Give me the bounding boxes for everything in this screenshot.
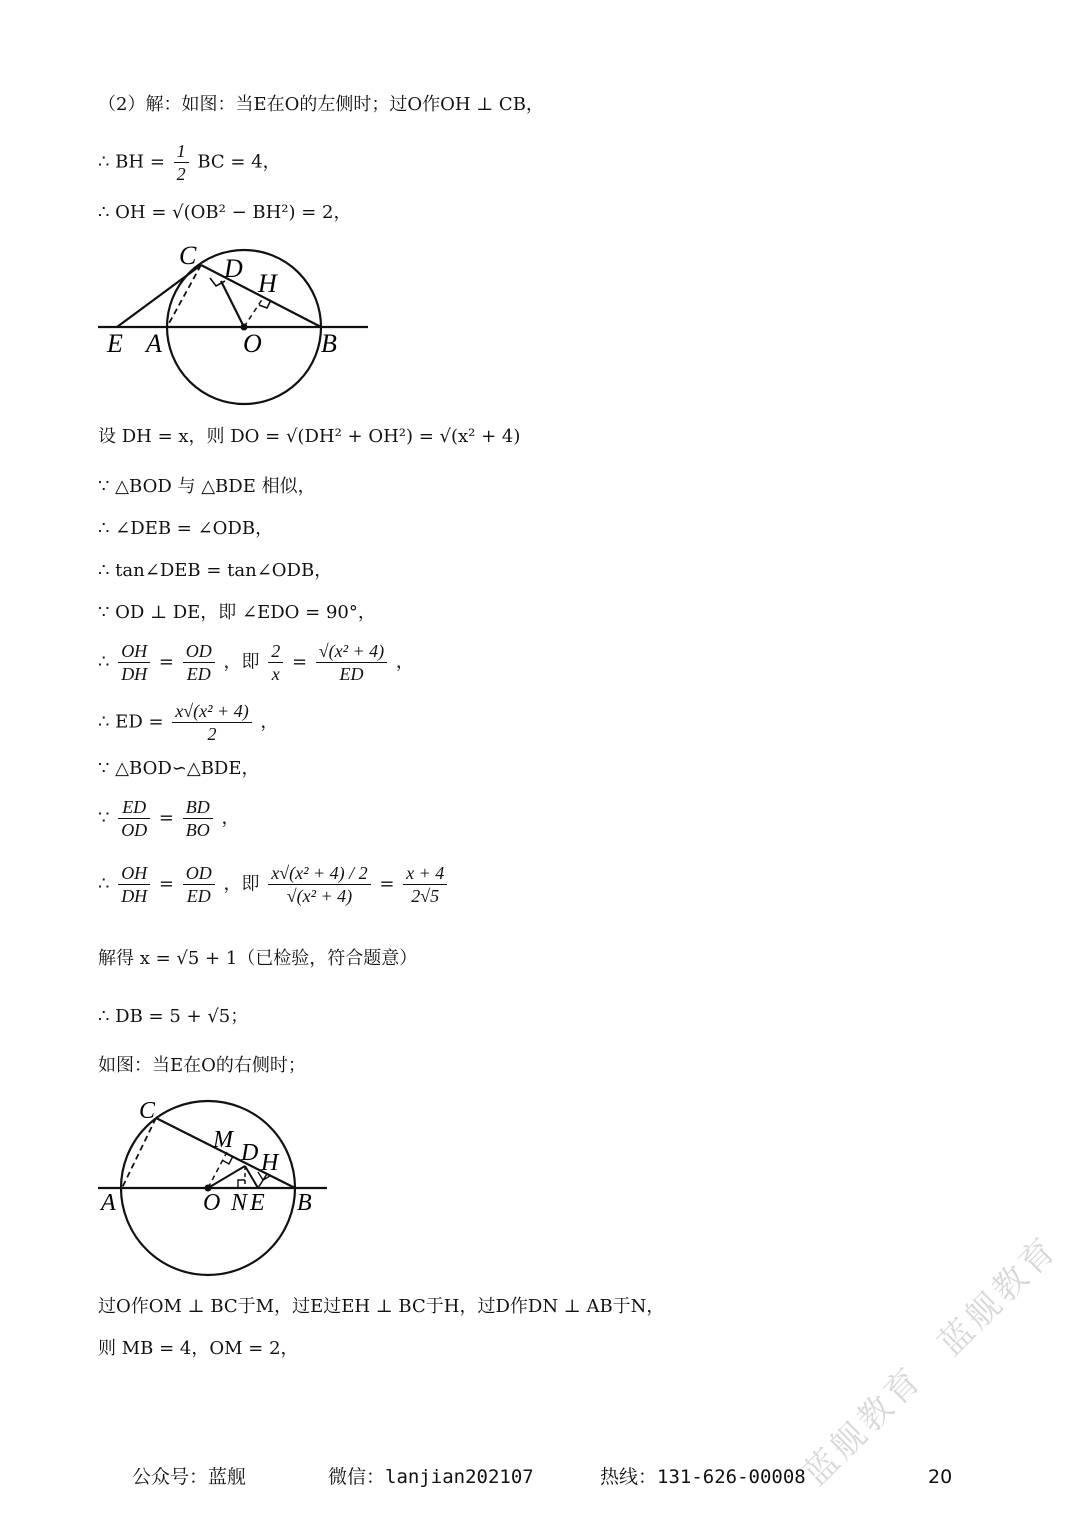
label-M: M — [213, 1127, 233, 1153]
line-1: （2）解：如图：当E在O的左侧时；过O作OH ⊥ CB， — [98, 94, 544, 115]
fraction-2-x: $\frac{2}{x}$ — [268, 640, 283, 685]
fraction-ed-value: $\frac{\text{x√(x² + 4)}}{2}$ — [172, 700, 251, 745]
line-2 — [98, 140, 281, 185]
line-12: ∵ $\frac{ED}{OD}$ = $\frac{BD}{BO}$ ， — [98, 797, 240, 840]
figure-1 — [95, 238, 375, 408]
fraction-od-ed-2: $\frac{OD}{ED}$ — [183, 862, 215, 907]
line-16: 如图：当E在O的右侧时； — [98, 1055, 306, 1076]
line-14: 解得 x = √5 + 1（已检验，符合题意） — [98, 948, 418, 969]
wechat-id: lanjian202107 — [385, 1466, 534, 1488]
fraction-oh-dh: $\frac{OH}{DH}$ — [118, 640, 150, 685]
footer-wechat: 微信：lanjian202107 — [328, 1466, 534, 1488]
label-B2: B — [297, 1190, 312, 1216]
line-2-lhs: ∴ BH = — [98, 151, 165, 173]
fraction-od-ed: $\frac{OD}{ED}$ — [183, 640, 215, 685]
label-C: C — [179, 241, 197, 270]
line-7: ∴ tan∠DEB = tan∠ODB， — [98, 560, 333, 581]
watermark-2: 蓝舰教育 — [930, 1228, 1067, 1364]
label-C2: C — [139, 1098, 156, 1124]
footer-hotline: 热线：131-626-00008 — [600, 1466, 806, 1488]
label-B: B — [321, 329, 337, 358]
line-15: ∴ DB = 5 + √5； — [98, 1006, 249, 1027]
label-E2: E — [250, 1190, 265, 1216]
fraction-bd-bo: $\frac{BD}{BO}$ — [183, 796, 213, 841]
line-3: ∴ OH = √(OB² − BH²) = 2， — [98, 202, 352, 223]
hotline-number: 131-626-00008 — [657, 1466, 806, 1488]
label-E: E — [107, 329, 123, 358]
label-A: A — [146, 329, 162, 358]
fraction-compound: $\frac{\text{x√(x² + 4) / 2}}{\text{√(x² + 4)}}$ — [268, 862, 370, 907]
line-13: ∴ $\frac{OH}{DH}$ = $\frac{OD}{ED}$ ，即 $\frac{\text{x√(x² + 4) / 2}}{\text{√(x² + 4)}}$ = $\frac{x + 4}{2√5}$ — [98, 862, 450, 907]
line-10: ∴ ED = $\frac{\text{x√(x² + 4)}}{2}$ ， — [98, 701, 279, 744]
label-D2: D — [241, 1140, 259, 1166]
line-6: ∴ ∠DEB = ∠ODB， — [98, 518, 274, 539]
fraction-oh-dh-2: $\frac{OH}{DH}$ — [118, 862, 150, 907]
fraction-x4-2root5: $\frac{x + 4}{2√5}$ — [403, 862, 447, 907]
label-D: D — [224, 254, 243, 283]
line-11: ∵ △BOD∽△BDE， — [98, 758, 260, 779]
label-O: O — [243, 329, 262, 358]
label-O2: O — [203, 1190, 221, 1216]
line-2-rhs: BC = 4， — [197, 151, 281, 173]
line-17: 过O作OM ⊥ BC于M，过E过EH ⊥ BC于H，过D作DN ⊥ AB于N， — [98, 1296, 665, 1317]
line-18: 则 MB = 4，OM = 2， — [98, 1338, 299, 1359]
label-A2: A — [101, 1190, 116, 1216]
fraction-half: $\frac{1}{2}$ — [174, 140, 189, 185]
label-H2: H — [261, 1150, 279, 1176]
fraction-ed-od: $\frac{ED}{OD}$ — [118, 796, 150, 841]
figure-2 — [95, 1094, 335, 1279]
label-H: H — [258, 269, 277, 298]
line-4: 设 DH = x，则 DO = √(DH² + OH²) = √(x² + 4) — [98, 426, 521, 447]
line-8: ∵ OD ⊥ DE，即 ∠EDO = 90°， — [98, 602, 376, 623]
line-5: ∵ △BOD 与 △BDE 相似， — [98, 476, 316, 497]
fraction-sqrt-ed: $\frac{\text{√(x² + 4)}}{ED}$ — [316, 640, 387, 685]
footer-gzh: 公众号：蓝舰 — [132, 1466, 247, 1488]
label-N: N — [231, 1190, 248, 1216]
line-9: ∴ $\frac{OH}{DH}$ = $\frac{OD}{ED}$ ，即 $\frac{2}{x}$ = $\frac{\text{√(x² + 4)}}{ED}$ ， — [98, 641, 414, 684]
watermark-1: 蓝舰教育 — [795, 1358, 932, 1494]
page-number: 20 — [928, 1466, 953, 1488]
